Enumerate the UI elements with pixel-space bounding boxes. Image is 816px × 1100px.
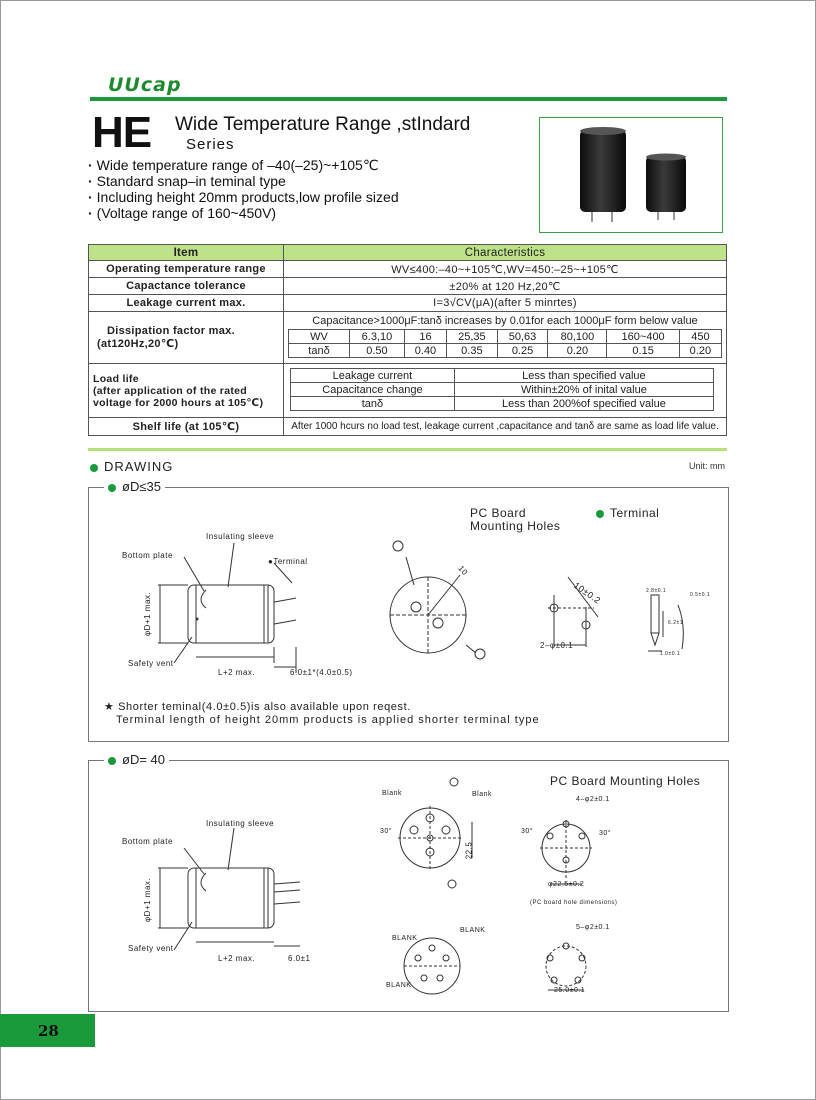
load-val: Less than specified value (454, 369, 713, 383)
load-val: Within±20% of inital value (454, 383, 713, 397)
feature-list (88, 157, 399, 221)
load-key: Leakage current (291, 369, 455, 383)
df-wv: 6.3,10 (350, 330, 405, 344)
label-angle: 30° (380, 828, 393, 835)
spec-table (88, 244, 727, 436)
row-value: WV≤400:–40~+105℃,WV=450:–25~+105℃ (284, 261, 727, 278)
label-blank-upper: BLANK (460, 927, 486, 934)
dim-hole4: 4–φ2±0.1 (576, 796, 610, 803)
df-wv: 16 (404, 330, 446, 344)
col-header-item: Item (89, 245, 284, 261)
feature-item: · (Voltage range of 160~450V) (88, 205, 399, 221)
df-tan: 0.40 (404, 344, 446, 358)
series-subtitle: Series (186, 136, 235, 153)
label-bottom-plate: Bottom plate (122, 551, 173, 560)
star-icon: ★ (104, 701, 115, 713)
label-safety-vent: Safety vent (128, 659, 174, 668)
table-bottom-rule (88, 448, 727, 451)
bullet-dot-icon (90, 464, 98, 472)
df-tan: 0.15 (607, 344, 679, 358)
row-label: Capactance tolerance (89, 278, 284, 295)
header-rule (90, 97, 727, 101)
unit-label: Unit: mm (689, 461, 725, 471)
load-key: tanδ (291, 397, 455, 411)
label-safety-vent: Safety vent (128, 944, 174, 953)
dim-22-5: 22.5 (464, 841, 474, 860)
capacitor-image (540, 118, 722, 232)
load-key: Capacitance change (291, 383, 455, 397)
load-life-table (290, 368, 714, 411)
pcb-subtitle: Mounting Holes (470, 519, 561, 533)
df-tan: 0.35 (447, 344, 498, 358)
brand-logo: UUcap (108, 74, 182, 96)
label-lead-length: 6.0±1 (288, 954, 311, 963)
product-photo (539, 117, 723, 233)
feature-item: · Standard snap–in teminal type (88, 173, 399, 189)
label-blank: Blank (472, 791, 493, 798)
col-header-characteristics: Characteristics (284, 245, 727, 261)
df-wv-label: WV (289, 330, 350, 344)
row-label-sub: (at120Hz,20℃) (97, 337, 179, 350)
row-label: Load life (93, 372, 139, 385)
label-blank-left: BLANK (392, 935, 418, 942)
label-lead-length: 6.0±1*(4.0±0.5) (290, 668, 353, 677)
label-length: L+2 max. (218, 954, 256, 963)
df-tan: 0.50 (350, 344, 405, 358)
bullet-dot-icon (596, 510, 604, 518)
row-label-sub: voltage for 2000 hours at 105℃) (93, 396, 264, 409)
label-blank: Blank (382, 790, 403, 797)
label-angle: 30° (521, 828, 534, 835)
pcb-title: PC Board (470, 506, 527, 520)
drawing-section-title: DRAWING (90, 459, 173, 474)
dim-25: 25.0±0.1 (554, 987, 586, 994)
label-diameter: φD+1 max. (143, 877, 152, 922)
row-value: ±20% at 120 Hz,20℃ (284, 278, 727, 295)
box1-label: øD≤35 (104, 479, 165, 494)
label-insulating-sleeve: Insulating sleeve (206, 532, 275, 541)
dim-terminal-length: 6.2±1 (668, 620, 683, 626)
label-terminal: ●Terminal (268, 557, 308, 566)
df-wv: 50,63 (497, 330, 548, 344)
df-tan-label: tanδ (289, 344, 350, 358)
df-wv: 450 (679, 330, 721, 344)
dim-hole5: 5–φ2±0.1 (576, 924, 610, 931)
pcb-note: (PC board hole dimensions) (530, 900, 618, 906)
feature-item: · Wide temperature range of –40(–25)~+105℃ (88, 157, 399, 173)
label-length: L+2 max. (218, 668, 256, 677)
df-tan: 0.20 (548, 344, 607, 358)
drawing-svg-large (88, 760, 727, 1010)
series-code: HE (92, 108, 152, 157)
dim-hole: 2–φ±0.1 (540, 641, 574, 650)
pcb-title: PC Board Mounting Holes (550, 774, 701, 788)
feature-item: · Including height 20mm products,low profile sized (88, 189, 399, 205)
label-bottom-plate: Bottom plate (122, 837, 173, 846)
dim-terminal-thickness: 0.5±0.1 (690, 592, 711, 598)
df-tan: 0.25 (497, 344, 548, 358)
df-tan: 0.20 (679, 344, 721, 358)
df-wv: 160~400 (607, 330, 679, 344)
dim-10: 10 (456, 563, 470, 578)
dim-terminal-tip: 1.0±0.1 (660, 651, 681, 657)
dim-terminal-width: 2.8±0.1 (646, 588, 667, 594)
row-label-sub: (after application of the rated (93, 384, 247, 397)
label-diameter: φD+1 max. (143, 591, 152, 636)
label-insulating-sleeve: Insulating sleeve (206, 819, 275, 828)
note-shorter-terminal: ★ Shorter teminal(4.0±0.5)is also available upon reqest. (104, 701, 411, 713)
dim-10-tol: 10±0.2 (571, 580, 603, 606)
row-value: After 1000 hcurs no load test, leakage current ,capacitance and tanδ are same as load life value. (284, 418, 727, 436)
row-label: Leakage current max. (89, 295, 284, 312)
page-number: 28 (38, 1022, 59, 1040)
df-wv: 25,35 (447, 330, 498, 344)
dim-pcd: φ22.5±0.2 (548, 881, 585, 888)
df-note: Capacitance>1000μF:tanδ increases by 0.01for each 1000μF form below value (312, 315, 698, 327)
load-val: Less than 200%of specified value (454, 397, 713, 411)
box2-label: øD= 40 (104, 752, 169, 767)
note-terminal-length: Terminal length of height 20mm products is applied shorter terminal type (116, 714, 540, 726)
row-label: Shelf life (at 105℃) (89, 418, 284, 436)
row-label: Dissipation factor max. (107, 324, 235, 337)
df-table (288, 329, 722, 358)
label-angle: 30° (599, 830, 612, 837)
row-value: I=3√CV(μA)(after 5 minrtes) (284, 295, 727, 312)
terminal-title: Terminal (596, 506, 659, 520)
label-blank-lower: BLANK (386, 982, 412, 989)
series-title: Wide Temperature Range ,stIndard (175, 114, 471, 135)
df-wv: 80,100 (548, 330, 607, 344)
row-label: Operating temperature range (89, 261, 284, 278)
